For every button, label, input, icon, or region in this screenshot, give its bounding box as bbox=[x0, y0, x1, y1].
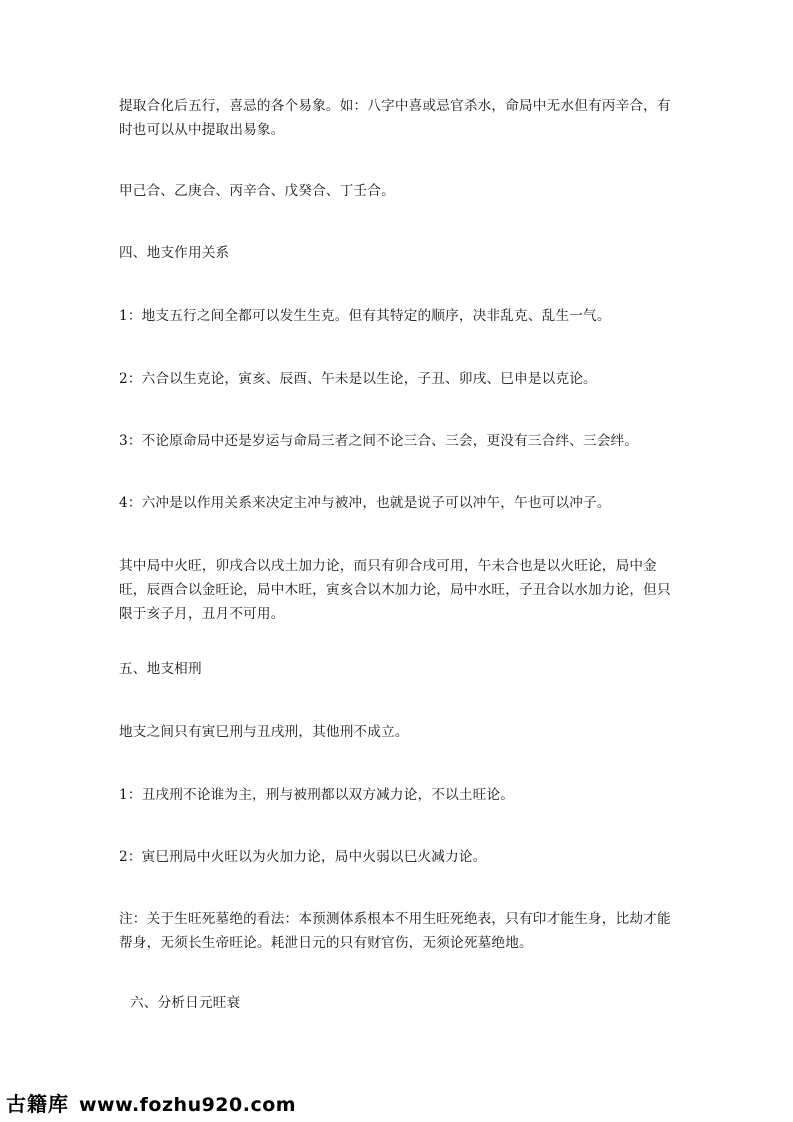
paragraph-combination-images: 提取合化后五行，喜忌的各个易象。如：八字中喜或忌官杀水，命局中无水但有丙辛合，有时也可以从中提取出易象。 bbox=[119, 98, 671, 138]
paragraph-branch-rule-2: 2：六合以生克论，寅亥、辰酉、午未是以生论，子丑、卯戌、巳申是以克论。 bbox=[119, 371, 597, 387]
watermark-site-name: 古籍库 bbox=[6, 1092, 69, 1116]
paragraph-stem-combinations: 甲己合、乙庚合、丙辛合、戊癸合、丁壬合。 bbox=[119, 183, 395, 199]
paragraph-note: 注：关于生旺死墓绝的看法：本预测体系根本不用生旺死绝表，只有印才能生身，比劫才能帮身，无须长生帝旺论。耗泄日元的只有财官伤，无须论死墓绝地。 bbox=[119, 911, 671, 951]
watermark bbox=[6, 1088, 296, 1118]
paragraph-branch-rule-3: 3：不论原命局中还是岁运与命局三者之间不论三合、三会，更没有三合绊、三会绊。 bbox=[119, 433, 639, 449]
section-heading-6: 六、分析日元旺衰 bbox=[130, 995, 241, 1011]
paragraph-branch-rule-1: 1：地支五行之间全都可以发生生克。但有其特定的顺序，决非乱克、乱生一气。 bbox=[119, 308, 611, 324]
paragraph-punishment-rule-2: 2：寅巳刑局中火旺以为火加力论，局中火弱以巳火减力论。 bbox=[119, 849, 487, 865]
paragraph-punishment-rule-1: 1：丑戌刑不论谁为主，刑与被刑都以双方减力论，不以土旺论。 bbox=[119, 787, 515, 803]
paragraph-punishment-intro: 地支之间只有寅巳刑与丑戌刑，其他刑不成立。 bbox=[119, 724, 409, 740]
paragraph-branch-rule-4: 4：六冲是以作用关系来决定主冲与被冲，也就是说子可以冲午，午也可以冲子。 bbox=[119, 495, 611, 511]
watermark-url: www.fozhu920.com bbox=[79, 1094, 297, 1116]
section-heading-5: 五、地支相刑 bbox=[119, 661, 202, 677]
paragraph-branch-combinations: 其中局中火旺，卯戌合以戌土加力论，而只有卯合戌可用，午未合也是以火旺论，局中金旺，辰酉合以金旺论，局中木旺，寅亥合以木加力论，局中水旺，子丑合以水加力论，但只限于亥子月，丑月不可用。 bbox=[119, 558, 671, 622]
section-heading-4: 四、地支作用关系 bbox=[119, 245, 230, 261]
